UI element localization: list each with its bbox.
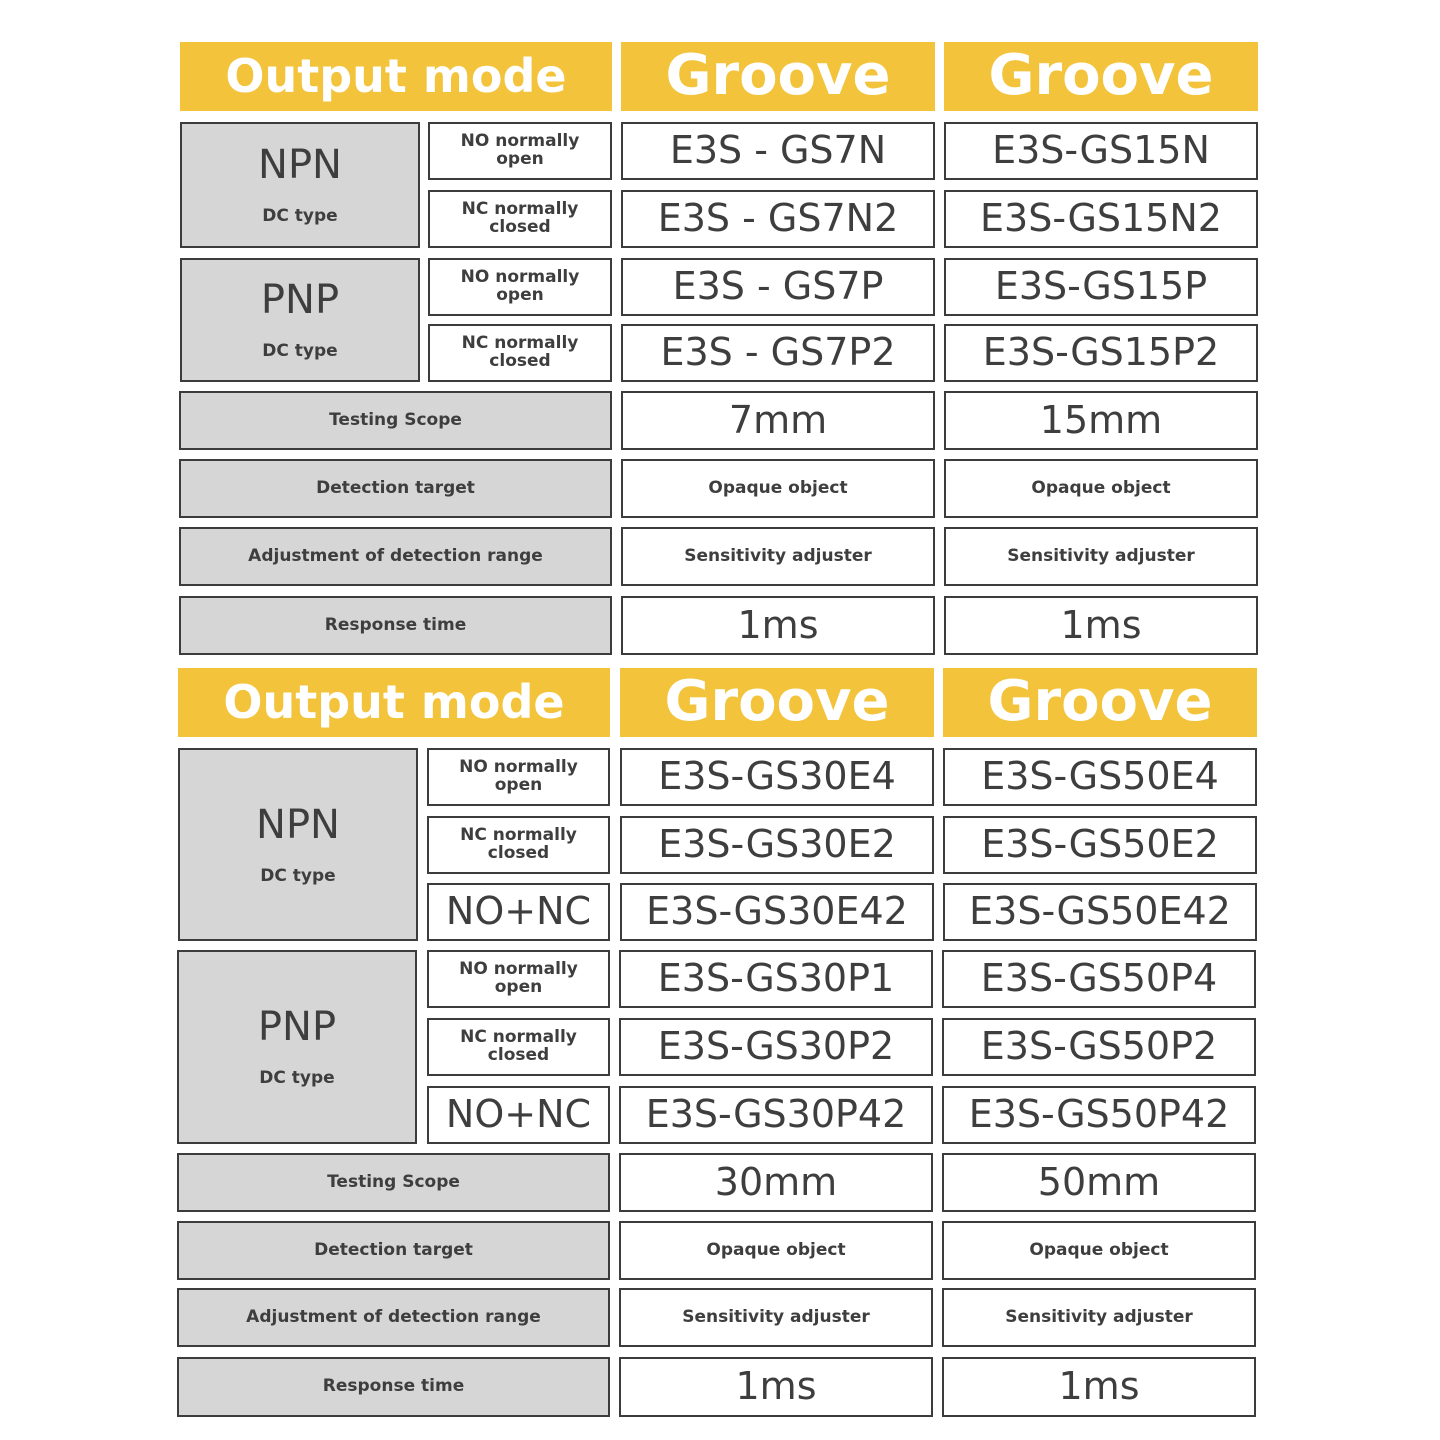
spec-value: Opaque object — [942, 1221, 1256, 1280]
pnp-dc-type: DC type — [259, 1068, 335, 1089]
spec-label: Adjustment of detection range — [179, 527, 612, 586]
model-value: E3S-GS50E2 — [943, 816, 1257, 874]
spec-value: 30mm — [619, 1153, 933, 1212]
model-value: E3S-GS30P2 — [619, 1018, 933, 1076]
spec-value: 50mm — [942, 1153, 1256, 1212]
table-row-label: NO normally open — [427, 950, 610, 1008]
table-row-label: NO normally open — [427, 748, 610, 806]
groove-header-2: Groove — [943, 668, 1257, 737]
table-row-label: NO+NC — [427, 883, 610, 941]
spec-value: Sensitivity adjuster — [944, 527, 1258, 586]
spec-value: Opaque object — [944, 459, 1258, 518]
model-value: E3S-GS50P4 — [942, 950, 1256, 1008]
model-value: E3S-GS30E2 — [620, 816, 934, 874]
spec-value: 1ms — [942, 1357, 1256, 1417]
spec-value: Opaque object — [619, 1221, 933, 1280]
spec-value: 15mm — [944, 391, 1258, 450]
table-row-label: NO normally open — [428, 258, 612, 316]
spec-label: Detection target — [179, 459, 612, 518]
model-value: E3S - GS7N — [621, 122, 935, 180]
spec-label: Detection target — [177, 1221, 610, 1280]
model-value: E3S-GS50E4 — [943, 748, 1257, 806]
model-value: E3S-GS50P42 — [942, 1086, 1256, 1144]
groove-header-1: Groove — [621, 42, 935, 111]
spec-value: 1ms — [621, 596, 935, 655]
groove-header-2: Groove — [944, 42, 1258, 111]
spec-value: 1ms — [944, 596, 1258, 655]
table-row-label: NC normally closed — [427, 816, 610, 874]
output-mode-header: Output mode — [178, 668, 610, 737]
pnp-title: PNP — [257, 1004, 337, 1051]
table-row-label: NO normally open — [428, 122, 612, 180]
npn-dc-type: DC type — [262, 206, 338, 227]
model-value: E3S-GS50E42 — [943, 883, 1257, 941]
model-value: E3S-GS15P2 — [944, 324, 1258, 382]
table-row-label: NC normally closed — [428, 324, 612, 382]
spec-label: Adjustment of detection range — [177, 1288, 610, 1347]
pnp-group — [180, 258, 420, 382]
output-mode-header: Output mode — [180, 42, 612, 111]
table-row-label: NO+NC — [427, 1086, 610, 1144]
spec-value: Sensitivity adjuster — [619, 1288, 933, 1347]
spec-label: Response time — [177, 1357, 610, 1417]
groove-header-1: Groove — [620, 668, 934, 737]
spec-value: Sensitivity adjuster — [942, 1288, 1256, 1347]
spec-label: Response time — [179, 596, 612, 655]
model-value: E3S-GS30E42 — [620, 883, 934, 941]
npn-group — [180, 122, 420, 248]
model-value: E3S-GS50P2 — [942, 1018, 1256, 1076]
model-value: E3S - GS7P2 — [621, 324, 935, 382]
model-value: E3S-GS15P — [944, 258, 1258, 316]
model-value: E3S-GS15N2 — [944, 190, 1258, 248]
model-value: E3S - GS7P — [621, 258, 935, 316]
model-value: E3S-GS30E4 — [620, 748, 934, 806]
spec-value: Opaque object — [621, 459, 935, 518]
model-value: E3S-GS30P1 — [619, 950, 933, 1008]
pnp-group — [177, 950, 417, 1144]
model-value: E3S-GS30P42 — [619, 1086, 933, 1144]
spec-value: 1ms — [619, 1357, 933, 1417]
spec-label: Testing Scope — [179, 391, 612, 450]
npn-title: NPN — [258, 142, 342, 189]
model-value: E3S - GS7N2 — [621, 190, 935, 248]
pnp-title: PNP — [260, 277, 340, 324]
model-value: E3S-GS15N — [944, 122, 1258, 180]
spec-value: 7mm — [621, 391, 935, 450]
pnp-dc-type: DC type — [262, 341, 338, 362]
spec-value: Sensitivity adjuster — [621, 527, 935, 586]
table-row-label: NC normally closed — [428, 190, 612, 248]
table-row-label: NC normally closed — [427, 1018, 610, 1076]
npn-dc-type: DC type — [260, 865, 336, 886]
spec-label: Testing Scope — [177, 1153, 610, 1212]
npn-title: NPN — [256, 801, 340, 848]
npn-group — [178, 748, 418, 941]
